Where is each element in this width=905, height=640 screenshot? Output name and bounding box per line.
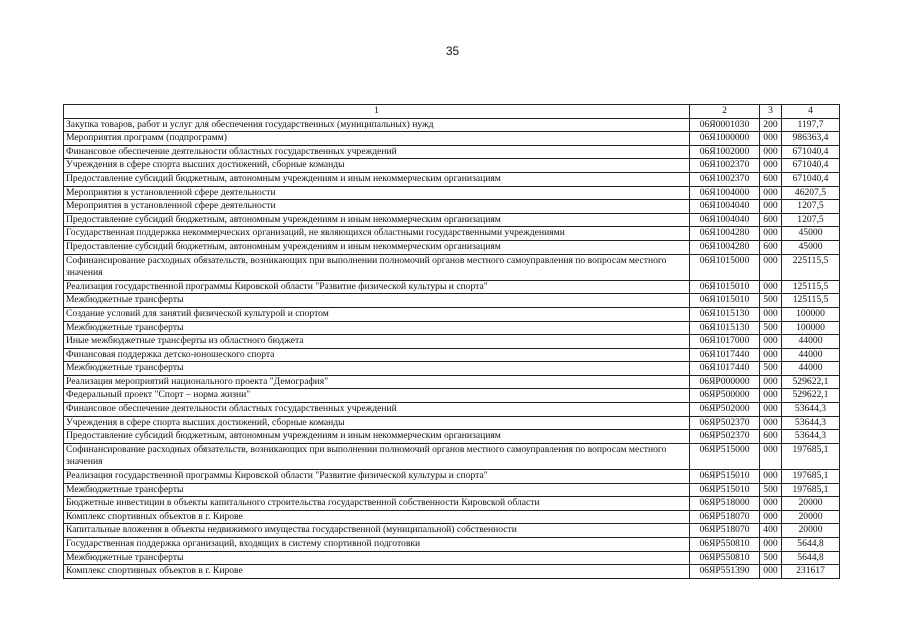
row-sum-cell: 100000 <box>782 321 840 335</box>
table-row <box>64 118 840 132</box>
table-row <box>64 159 840 173</box>
row-code-cell: 06ЯР515010 <box>690 470 760 484</box>
row-kind-cell: 000 <box>760 335 782 349</box>
row-code-cell: 06Я1004000 <box>690 186 760 200</box>
row-kind-cell: 000 <box>760 159 782 173</box>
row-name-cell: Межбюджетные трансферты <box>64 362 690 376</box>
table-row <box>64 443 840 469</box>
row-name-cell: Софинансирование расходных обязательств, возникающих при выполнении полномочий органов местного самоуправления по вопросам местного значения <box>64 254 690 280</box>
row-name-cell: Финансовое обеспечение деятельности областных государственных учреждений <box>64 403 690 417</box>
row-sum-cell: 197685,1 <box>782 443 840 469</box>
row-name-cell: Закупка товаров, работ и услуг для обеспечения государственных (муниципальных) нужд <box>64 118 690 132</box>
row-kind-cell: 600 <box>760 213 782 227</box>
row-name-cell: Межбюджетные трансферты <box>64 294 690 308</box>
row-name-cell: Мероприятия в установленной сфере деятельности <box>64 200 690 214</box>
row-sum-cell: 529622,1 <box>782 389 840 403</box>
row-name-cell: Реализация государственной программы Кировской области "Развитие физической культуры и спорта" <box>64 280 690 294</box>
table-body <box>64 118 840 578</box>
row-kind-cell: 000 <box>760 470 782 484</box>
row-sum-cell: 125115,5 <box>782 294 840 308</box>
row-kind-cell: 500 <box>760 294 782 308</box>
header-col-3: 3 <box>760 105 782 119</box>
row-name-cell: Софинансирование расходных обязательств, возникающих при выполнении полномочий органов местного самоуправления по вопросам местного значения <box>64 443 690 469</box>
row-kind-cell: 000 <box>760 416 782 430</box>
row-kind-cell: 000 <box>760 497 782 511</box>
row-sum-cell: 5644,8 <box>782 538 840 552</box>
row-name-cell: Иные межбюджетные трансферты из областного бюджета <box>64 335 690 349</box>
row-sum-cell: 100000 <box>782 307 840 321</box>
row-code-cell: 06Я1000000 <box>690 132 760 146</box>
table-row <box>64 145 840 159</box>
row-sum-cell: 45000 <box>782 227 840 241</box>
row-sum-cell: 53644,3 <box>782 430 840 444</box>
row-name-cell: Реализация государственной программы Кировской области "Развитие физической культуры и спорта" <box>64 470 690 484</box>
row-sum-cell: 20000 <box>782 510 840 524</box>
row-sum-cell: 197685,1 <box>782 470 840 484</box>
table-row <box>64 213 840 227</box>
table-row <box>64 280 840 294</box>
row-kind-cell: 000 <box>760 186 782 200</box>
row-sum-cell: 5644,8 <box>782 551 840 565</box>
row-code-cell: 06ЯР000000 <box>690 375 760 389</box>
table-row <box>64 375 840 389</box>
row-code-cell: 06Я1004280 <box>690 227 760 241</box>
row-sum-cell: 1197,7 <box>782 118 840 132</box>
row-kind-cell: 000 <box>760 307 782 321</box>
row-sum-cell: 44000 <box>782 362 840 376</box>
row-code-cell: 06ЯР515000 <box>690 443 760 469</box>
header-col-4: 4 <box>782 105 840 119</box>
header-col-1: 1 <box>64 105 690 119</box>
row-name-cell: Мероприятия программ (подпрограмм) <box>64 132 690 146</box>
row-kind-cell: 200 <box>760 118 782 132</box>
row-kind-cell: 500 <box>760 362 782 376</box>
table-row <box>64 186 840 200</box>
row-name-cell: Межбюджетные трансферты <box>64 483 690 497</box>
table-row <box>64 254 840 280</box>
row-kind-cell: 000 <box>760 254 782 280</box>
row-name-cell: Предоставление субсидий бюджетным, автономным учреждениям и иным некоммерческим организациям <box>64 240 690 254</box>
row-name-cell: Реализация мероприятий национального проекта "Демография" <box>64 375 690 389</box>
header-col-2: 2 <box>690 105 760 119</box>
row-code-cell: 06Я1017440 <box>690 348 760 362</box>
row-kind-cell: 000 <box>760 443 782 469</box>
table-row <box>64 294 840 308</box>
row-code-cell: 06Я1002000 <box>690 145 760 159</box>
table-row <box>64 335 840 349</box>
row-code-cell: 06ЯР518070 <box>690 524 760 538</box>
table-row <box>64 348 840 362</box>
table-row <box>64 307 840 321</box>
table-row <box>64 538 840 552</box>
row-sum-cell: 125115,5 <box>782 280 840 294</box>
row-kind-cell: 500 <box>760 483 782 497</box>
row-kind-cell: 400 <box>760 524 782 538</box>
table-header-row <box>64 105 840 119</box>
row-kind-cell: 000 <box>760 132 782 146</box>
table-row <box>64 200 840 214</box>
row-name-cell: Финансовое обеспечение деятельности областных государственных учреждений <box>64 145 690 159</box>
row-name-cell: Учреждения в сфере спорта высших достижений, сборные команды <box>64 159 690 173</box>
row-sum-cell: 671040,4 <box>782 159 840 173</box>
row-kind-cell: 600 <box>760 172 782 186</box>
row-sum-cell: 45000 <box>782 240 840 254</box>
row-name-cell: Федеральный проект "Спорт – норма жизни" <box>64 389 690 403</box>
row-kind-cell: 600 <box>760 240 782 254</box>
row-kind-cell: 000 <box>760 348 782 362</box>
row-code-cell: 06Я1015010 <box>690 280 760 294</box>
row-name-cell: Предоставление субсидий бюджетным, автономным учреждениям и иным некоммерческим организациям <box>64 430 690 444</box>
row-code-cell: 06ЯР518070 <box>690 510 760 524</box>
row-sum-cell: 671040,4 <box>782 172 840 186</box>
table-row <box>64 132 840 146</box>
row-name-cell: Предоставление субсидий бюджетным, автономным учреждениям и иным некоммерческим организациям <box>64 172 690 186</box>
row-sum-cell: 20000 <box>782 524 840 538</box>
table-row <box>64 510 840 524</box>
row-code-cell: 06Я1015000 <box>690 254 760 280</box>
table-row <box>64 524 840 538</box>
row-name-cell: Капитальные вложения в объекты недвижимого имущества государственной (муниципальной) собственности <box>64 524 690 538</box>
row-code-cell: 06ЯР502370 <box>690 430 760 444</box>
row-sum-cell: 225115,5 <box>782 254 840 280</box>
row-code-cell: 06Я1004040 <box>690 200 760 214</box>
row-sum-cell: 44000 <box>782 335 840 349</box>
row-sum-cell: 44000 <box>782 348 840 362</box>
row-kind-cell: 000 <box>760 389 782 403</box>
row-name-cell: Создание условий для занятий физической культурой и спортом <box>64 307 690 321</box>
row-kind-cell: 000 <box>760 538 782 552</box>
row-code-cell: 06ЯР502000 <box>690 403 760 417</box>
row-sum-cell: 986363,4 <box>782 132 840 146</box>
row-name-cell: Предоставление субсидий бюджетным, автономным учреждениям и иным некоммерческим организациям <box>64 213 690 227</box>
row-name-cell: Межбюджетные трансферты <box>64 551 690 565</box>
row-code-cell: 06Я1002370 <box>690 172 760 186</box>
row-kind-cell: 600 <box>760 430 782 444</box>
row-name-cell: Финансовая поддержка детско-юношеского спорта <box>64 348 690 362</box>
row-code-cell: 06ЯР550810 <box>690 551 760 565</box>
row-name-cell: Мероприятия в установленной сфере деятельности <box>64 186 690 200</box>
row-kind-cell: 000 <box>760 375 782 389</box>
row-code-cell: 06ЯР518000 <box>690 497 760 511</box>
row-kind-cell: 000 <box>760 227 782 241</box>
row-kind-cell: 000 <box>760 510 782 524</box>
row-sum-cell: 53644,3 <box>782 403 840 417</box>
row-sum-cell: 197685,1 <box>782 483 840 497</box>
row-code-cell: 06ЯР551390 <box>690 565 760 579</box>
row-sum-cell: 46207,5 <box>782 186 840 200</box>
table-row <box>64 403 840 417</box>
row-code-cell: 06Я1002370 <box>690 159 760 173</box>
table-row <box>64 389 840 403</box>
row-kind-cell: 000 <box>760 200 782 214</box>
table-row <box>64 483 840 497</box>
row-code-cell: 06ЯР515010 <box>690 483 760 497</box>
row-sum-cell: 1207,5 <box>782 213 840 227</box>
table-row <box>64 227 840 241</box>
row-kind-cell: 500 <box>760 551 782 565</box>
row-name-cell: Межбюджетные трансферты <box>64 321 690 335</box>
table-row <box>64 430 840 444</box>
row-kind-cell: 500 <box>760 321 782 335</box>
row-code-cell: 06ЯР502370 <box>690 416 760 430</box>
row-sum-cell: 53644,3 <box>782 416 840 430</box>
row-kind-cell: 000 <box>760 565 782 579</box>
table-row <box>64 497 840 511</box>
budget-table <box>63 104 840 579</box>
table-row <box>64 321 840 335</box>
row-code-cell: 06Я1017000 <box>690 335 760 349</box>
table-row <box>64 362 840 376</box>
row-name-cell: Государственная поддержка некоммерческих организаций, не являющихся областными государственными учреждениями <box>64 227 690 241</box>
row-sum-cell: 671040,4 <box>782 145 840 159</box>
row-code-cell: 06ЯР550810 <box>690 538 760 552</box>
table-row <box>64 565 840 579</box>
row-name-cell: Государственная поддержка организаций, входящих в систему спортивной подготовки <box>64 538 690 552</box>
row-code-cell: 06Я1015130 <box>690 307 760 321</box>
row-kind-cell: 000 <box>760 403 782 417</box>
row-code-cell: 06ЯР500000 <box>690 389 760 403</box>
row-code-cell: 06Я0001030 <box>690 118 760 132</box>
table-row <box>64 240 840 254</box>
row-kind-cell: 000 <box>760 145 782 159</box>
table-row <box>64 416 840 430</box>
row-sum-cell: 20000 <box>782 497 840 511</box>
table-row <box>64 172 840 186</box>
table-row <box>64 551 840 565</box>
row-name-cell: Бюджетные инвестиции в объекты капитального строительства государственной собственности Кировской области <box>64 497 690 511</box>
row-name-cell: Комплекс спортивных объектов в г. Кирове <box>64 565 690 579</box>
page-number: 35 <box>445 44 460 58</box>
row-code-cell: 06Я1004040 <box>690 213 760 227</box>
row-kind-cell: 000 <box>760 280 782 294</box>
table-row <box>64 470 840 484</box>
row-code-cell: 06Я1015130 <box>690 321 760 335</box>
row-code-cell: 06Я1004280 <box>690 240 760 254</box>
row-code-cell: 06Я1017440 <box>690 362 760 376</box>
row-sum-cell: 231617 <box>782 565 840 579</box>
row-sum-cell: 1207,5 <box>782 200 840 214</box>
row-code-cell: 06Я1015010 <box>690 294 760 308</box>
row-sum-cell: 529622,1 <box>782 375 840 389</box>
row-name-cell: Комплекс спортивных объектов в г. Кирове <box>64 510 690 524</box>
row-name-cell: Учреждения в сфере спорта высших достижений, сборные команды <box>64 416 690 430</box>
